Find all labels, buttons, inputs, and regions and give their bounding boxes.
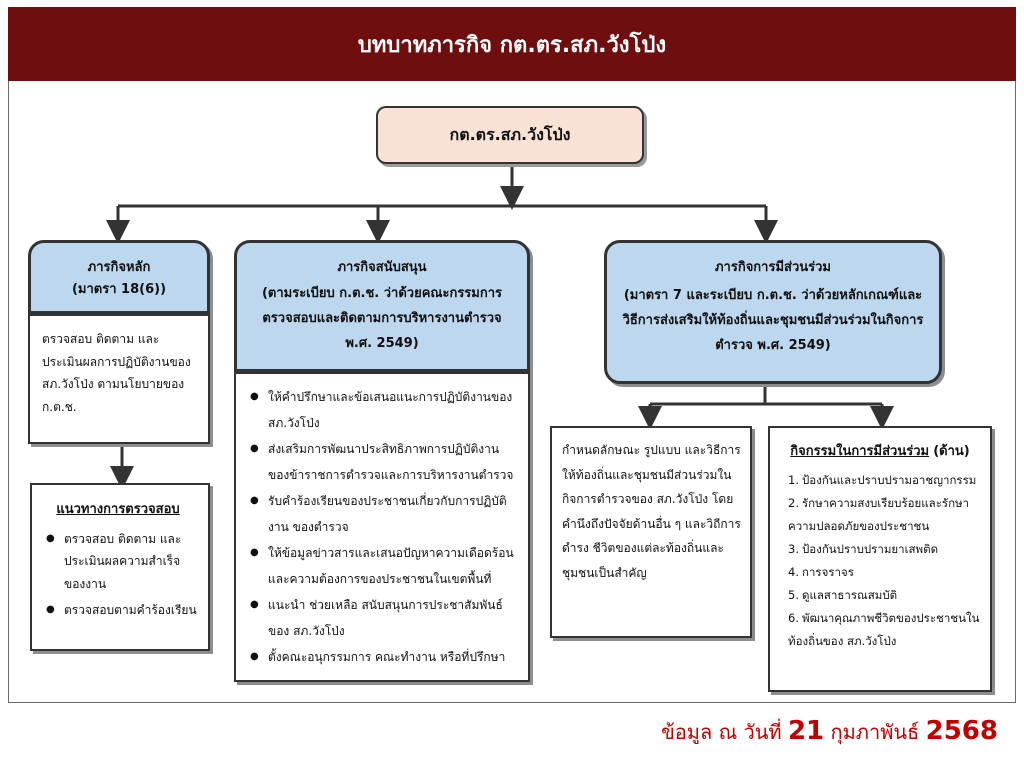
activity-item: 1. ป้องกันและปราบปรามอาชญากรรม: [788, 473, 977, 487]
participation-method-text: กำหนดลักษณะ รูปแบบ และวิธีการให้ท้องถิ่นและชุมชนมีส่วนร่วมในกิจการตำรวจของ สภ.วังโป่ง โดยคำนึงถึงปัจจัยด้านอื่น ๆ และวิถีการดำรง ชีวิตของแต่ละท้องถิ่นและชุมชนเป็นสำคัญ: [562, 443, 741, 580]
main-mission-text: ตรวจสอบ ติดตาม และประเมินผลการปฏิบัติงานของ สภ.วังโป่ง ตามนโยบายของ ก.ต.ช.: [42, 332, 191, 414]
page-title: บทบาทภารกิจ กต.ตร.สภ.วังโป่ง: [8, 7, 1016, 81]
support-mission-subtitle: (ตามระเบียบ ก.ต.ช. ว่าด้วยคณะกรรมการ ตรวจสอบและติดตามการบริหารงานตำรวจ พ.ศ. 2549): [261, 286, 503, 351]
support-item: ● ให้คำปรึกษาและข้อเสนอแนะการปฏิบัติงานของ สภ.วังโป่ง: [242, 384, 518, 436]
main-mission-subtitle: (มาตรา 18(6)): [71, 282, 167, 297]
activity-item: 5. ดูแลสาธารณสมบัติ: [788, 588, 898, 602]
support-mission-body: [234, 372, 530, 682]
footer-prefix: ข้อมูล ณ วันที่: [661, 720, 782, 744]
support-item: ● รับคำร้องเรียนของประชาชนเกี่ยวกับการปฏิบัติงาน ของตำรวจ: [242, 488, 518, 540]
main-mission-body: [28, 314, 210, 444]
activity-item: 4. การจราจร: [788, 565, 854, 579]
activities-heading: กิจกรรมในการมีส่วนร่วม: [790, 444, 930, 459]
participation-method-box: [550, 426, 752, 638]
participation-title: ภารกิจการมีส่วนร่วม: [714, 260, 832, 275]
support-item: ● ส่งเสริมการพัฒนาประสิทธิภาพการปฏิบัติงานของข้าราชการตำรวจและการบริหารงานตำรวจ: [242, 436, 518, 488]
footer-day: 21: [787, 716, 825, 746]
main-mission-header: [28, 240, 210, 314]
participation-activities-box: [768, 426, 992, 692]
support-item: ● แนะนำ ช่วยเหลือ สนับสนุนการประชาสัมพันธ์ ของ สภ.วังโป่ง: [242, 592, 518, 644]
audit-guideline-item: ● ตรวจสอบ ติดตาม และประเมินผลความสำเร็จของงาน: [38, 528, 198, 596]
support-mission-header: [234, 240, 530, 372]
main-mission-title: ภารกิจหลัก: [87, 260, 151, 275]
footer-year: 2568: [925, 716, 998, 746]
activity-item: 2. รักษาความสงบเรียบร้อยและรักษาความปลอดภัยของประชาชน: [788, 496, 970, 533]
audit-guideline-heading: แนวทางการตรวจสอบ: [56, 502, 180, 517]
participation-subtitle: (มาตรา 7 และระเบียบ ก.ต.ช. ว่าด้วยหลักเกณฑ์และวิธีการส่งเสริมให้ท้องถิ่นและชุมชนมีส่วนร่วมในกิจการตำรวจ พ.ศ. 2549): [622, 288, 924, 353]
footer-month: กุมภาพันธ์: [830, 720, 920, 744]
support-mission-title: ภารกิจสนับสนุน: [337, 260, 427, 275]
audit-guideline-box: [30, 483, 210, 651]
data-date-footer: [661, 716, 998, 748]
activities-heading-suffix: (ด้าน): [933, 444, 970, 459]
activity-item: 3. ป้องกันปราบปรามยาเสพติด: [788, 542, 939, 556]
root-box: กต.ตร.สภ.วังโป่ง: [376, 106, 644, 164]
support-item: ● ให้ข้อมูลข่าวสารและเสนอปัญหาความเดือดร้อนและความต้องการของประชาชนในเขตพื้นที่: [242, 540, 518, 592]
support-item: ● ตั้งคณะอนุกรรมการ คณะทำงาน หรือที่ปรึกษา: [242, 644, 518, 670]
audit-guideline-item: ● ตรวจสอบตามคำร้องเรียน: [38, 599, 198, 622]
activity-item: 6. พัฒนาคุณภาพชีวิตของประชาชนในท้องถิ่นของ สภ.วังโป่ง: [788, 611, 980, 648]
participation-header: [604, 240, 942, 384]
